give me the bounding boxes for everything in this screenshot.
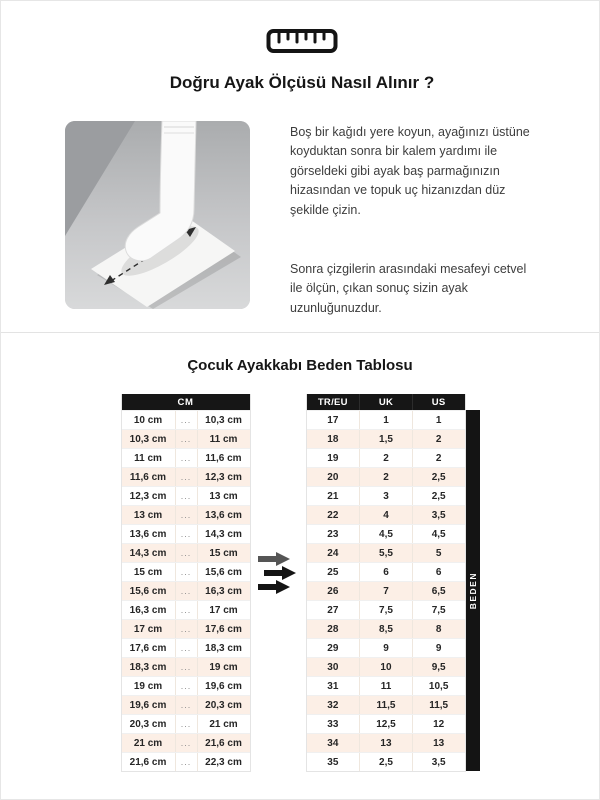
cm-min-value: 20,3 cm (129, 718, 167, 730)
range-separator: ... (175, 525, 197, 543)
size-value-uk: 4 (359, 506, 412, 524)
size-value-tr-eu: 18 (327, 433, 339, 445)
size-value-us: 9 (412, 639, 465, 657)
range-separator: ... (175, 468, 197, 486)
size-value-uk: 3 (359, 487, 412, 505)
cm-max-value: 21 cm (197, 715, 250, 733)
cm-min-value: 21 cm (133, 737, 163, 749)
cm-table-row (122, 524, 250, 543)
cm-max-value: 12,3 cm (197, 468, 250, 486)
size-value-uk: 1,5 (359, 430, 412, 448)
size-value-uk: 8,5 (359, 620, 412, 638)
cm-max-value: 16,3 cm (197, 582, 250, 600)
size-value-uk: 13 (359, 734, 412, 752)
range-separator: ... (175, 715, 197, 733)
range-separator: ... (175, 449, 197, 467)
size-table-row (307, 600, 465, 619)
cm-max-value: 19,6 cm (197, 677, 250, 695)
triple-right-arrows-icon (251, 394, 306, 772)
beden-vertical-bar (466, 410, 480, 771)
size-value-tr-eu: 22 (327, 509, 339, 521)
size-table-header-row (307, 394, 465, 410)
cm-table-body (122, 410, 250, 771)
size-value-us: 10,5 (412, 677, 465, 695)
size-table-row (307, 733, 465, 752)
tables-row (1, 394, 599, 772)
cm-min-value: 13 cm (133, 509, 163, 521)
range-separator: ... (175, 487, 197, 505)
size-value-tr-eu: 35 (327, 756, 339, 768)
size-value-uk: 7,5 (359, 601, 412, 619)
size-value-uk: 11 (359, 677, 412, 695)
size-value-tr-eu: 20 (327, 471, 339, 483)
size-table-row (307, 486, 465, 505)
cm-min-value: 19,6 cm (129, 699, 167, 711)
cm-min-value: 15 cm (133, 566, 163, 578)
size-value-us: 13 (412, 734, 465, 752)
cm-max-value: 10,3 cm (197, 411, 250, 429)
instructions-text-block (290, 121, 539, 318)
range-separator: ... (175, 658, 197, 676)
size-table-row (307, 619, 465, 638)
size-value-tr-eu: 34 (327, 737, 339, 749)
size-value-uk: 6 (359, 563, 412, 581)
range-separator: ... (175, 563, 197, 581)
size-value-tr-eu: 24 (327, 547, 339, 559)
range-separator: ... (175, 582, 197, 600)
size-value-uk: 4,5 (359, 525, 412, 543)
cm-min-value: 21,6 cm (129, 756, 167, 768)
size-table-card (1, 333, 599, 772)
cm-table-row (122, 638, 250, 657)
range-separator: ... (175, 696, 197, 714)
size-table-row (307, 410, 465, 429)
size-value-tr-eu: 29 (327, 642, 339, 654)
size-table-header-tr-eu: TR/EU (317, 396, 348, 408)
size-value-uk: 2 (359, 468, 412, 486)
size-table-row (307, 429, 465, 448)
size-value-us: 2 (412, 449, 465, 467)
cm-table-row (122, 752, 250, 771)
range-separator: ... (175, 430, 197, 448)
cm-max-value: 20,3 cm (197, 696, 250, 714)
cm-table-row (122, 600, 250, 619)
size-value-us: 3,5 (412, 753, 465, 771)
size-table-row (307, 467, 465, 486)
cm-min-value: 12,3 cm (129, 490, 167, 502)
size-value-tr-eu: 23 (327, 528, 339, 540)
cm-table-row (122, 410, 250, 429)
cm-min-value: 18,3 cm (129, 661, 167, 673)
howto-row (65, 121, 539, 318)
size-value-us: 11,5 (412, 696, 465, 714)
size-value-tr-eu: 25 (327, 566, 339, 578)
cm-max-value: 19 cm (197, 658, 250, 676)
size-table-header-us: US (412, 394, 465, 410)
cm-max-value: 22,3 cm (197, 753, 250, 771)
foot-measurement-photo (65, 121, 250, 309)
cm-table-row (122, 714, 250, 733)
size-value-us: 6,5 (412, 582, 465, 600)
cm-table-row (122, 429, 250, 448)
size-value-uk: 11,5 (359, 696, 412, 714)
cm-max-value: 14,3 cm (197, 525, 250, 543)
cm-min-value: 15,6 cm (129, 585, 167, 597)
cm-max-value: 15,6 cm (197, 563, 250, 581)
size-value-us: 2 (412, 430, 465, 448)
ruler-icon (65, 27, 539, 55)
cm-min-value: 17,6 cm (129, 642, 167, 654)
cm-table-row (122, 676, 250, 695)
cm-table-row (122, 733, 250, 752)
cm-max-value: 11,6 cm (197, 449, 250, 467)
size-table-wrap (306, 394, 480, 772)
size-value-tr-eu: 31 (327, 680, 339, 692)
cm-max-value: 11 cm (197, 430, 250, 448)
size-table-row (307, 752, 465, 771)
size-value-tr-eu: 33 (327, 718, 339, 730)
cm-min-value: 13,6 cm (129, 528, 167, 540)
size-table-row (307, 657, 465, 676)
cm-min-value: 19 cm (133, 680, 163, 692)
range-separator: ... (175, 506, 197, 524)
range-separator: ... (175, 544, 197, 562)
cm-min-value: 10 cm (133, 414, 163, 426)
cm-max-value: 13 cm (197, 487, 250, 505)
range-separator: ... (175, 639, 197, 657)
cm-max-value: 15 cm (197, 544, 250, 562)
cm-min-value: 17 cm (133, 623, 163, 635)
cm-table-row (122, 467, 250, 486)
size-value-tr-eu: 26 (327, 585, 339, 597)
size-value-uk: 7 (359, 582, 412, 600)
page-title: Doğru Ayak Ölçüsü Nasıl Alınır ? (169, 73, 435, 92)
size-table-row (307, 543, 465, 562)
size-value-tr-eu: 19 (327, 452, 339, 464)
size-value-uk: 10 (359, 658, 412, 676)
size-table-row (307, 524, 465, 543)
cm-table-row (122, 448, 250, 467)
size-table-row (307, 695, 465, 714)
cm-min-value: 16,3 cm (129, 604, 167, 616)
cm-table-row (122, 486, 250, 505)
cm-table-row (122, 562, 250, 581)
cm-min-value: 11 cm (134, 452, 162, 464)
size-value-tr-eu: 17 (327, 414, 339, 426)
size-value-tr-eu: 27 (327, 604, 339, 616)
cm-table-header: CM (122, 394, 250, 410)
cm-min-value: 11,6 cm (129, 471, 167, 483)
size-table-body (307, 410, 465, 771)
range-separator: ... (175, 620, 197, 638)
size-value-uk: 1 (359, 411, 412, 429)
cm-min-value: 14,3 cm (129, 547, 167, 559)
size-value-us: 12 (412, 715, 465, 733)
size-value-us: 7,5 (412, 601, 465, 619)
size-table-row (307, 676, 465, 695)
instruction-paragraph-1: Boş bir kağıdı yere koyun, ayağınızı üstüne koyduktan sonra bir kalem yardımı ile görseldeki gibi ayak baş parmağınızın hizasından ve topuk uç hizanızdan düz şekilde çizin. (290, 125, 530, 217)
size-table-row (307, 448, 465, 467)
size-value-us: 1 (412, 411, 465, 429)
cm-max-value: 18,3 cm (197, 639, 250, 657)
size-table-row (307, 562, 465, 581)
size-value-us: 5 (412, 544, 465, 562)
size-value-tr-eu: 21 (327, 490, 339, 502)
size-table-title: Çocuk Ayakkabı Beden Tablosu (187, 357, 413, 374)
size-value-tr-eu: 30 (327, 661, 339, 673)
range-separator: ... (175, 734, 197, 752)
instruction-paragraph-2: Sonra çizgilerin arasındaki mesafeyi cetvel ile ölçün, çıkan sonuç sizin ayak uzunluğunuzdur. (290, 261, 527, 315)
cm-table-row (122, 657, 250, 676)
size-value-us: 3,5 (412, 506, 465, 524)
range-separator: ... (175, 601, 197, 619)
size-table-row (307, 581, 465, 600)
size-value-tr-eu: 28 (327, 623, 339, 635)
cm-min-value: 10,3 cm (129, 433, 167, 445)
cm-table (121, 394, 251, 772)
range-separator: ... (175, 753, 197, 771)
measurement-instructions-card (1, 1, 599, 333)
size-table-row (307, 505, 465, 524)
size-value-us: 4,5 (412, 525, 465, 543)
cm-table-row (122, 695, 250, 714)
cm-table-row (122, 505, 250, 524)
size-value-tr-eu: 32 (327, 699, 339, 711)
range-separator: ... (175, 411, 197, 429)
size-table-header-uk: UK (359, 394, 412, 410)
size-value-us: 2,5 (412, 468, 465, 486)
size-table-row (307, 638, 465, 657)
cm-max-value: 17 cm (197, 601, 250, 619)
cm-table-row (122, 581, 250, 600)
size-value-us: 2,5 (412, 487, 465, 505)
size-value-uk: 12,5 (359, 715, 412, 733)
size-value-us: 6 (412, 563, 465, 581)
size-table-row (307, 714, 465, 733)
size-value-uk: 2 (359, 449, 412, 467)
size-value-us: 9,5 (412, 658, 465, 676)
cm-table-row (122, 619, 250, 638)
size-table (306, 394, 466, 772)
cm-table-row (122, 543, 250, 562)
size-value-uk: 2,5 (359, 753, 412, 771)
size-value-uk: 9 (359, 639, 412, 657)
size-value-us: 8 (412, 620, 465, 638)
cm-max-value: 13,6 cm (197, 506, 250, 524)
beden-vertical-label: BEDEN (467, 571, 478, 610)
range-separator: ... (175, 677, 197, 695)
size-value-uk: 5,5 (359, 544, 412, 562)
cm-max-value: 21,6 cm (197, 734, 250, 752)
cm-max-value: 17,6 cm (197, 620, 250, 638)
